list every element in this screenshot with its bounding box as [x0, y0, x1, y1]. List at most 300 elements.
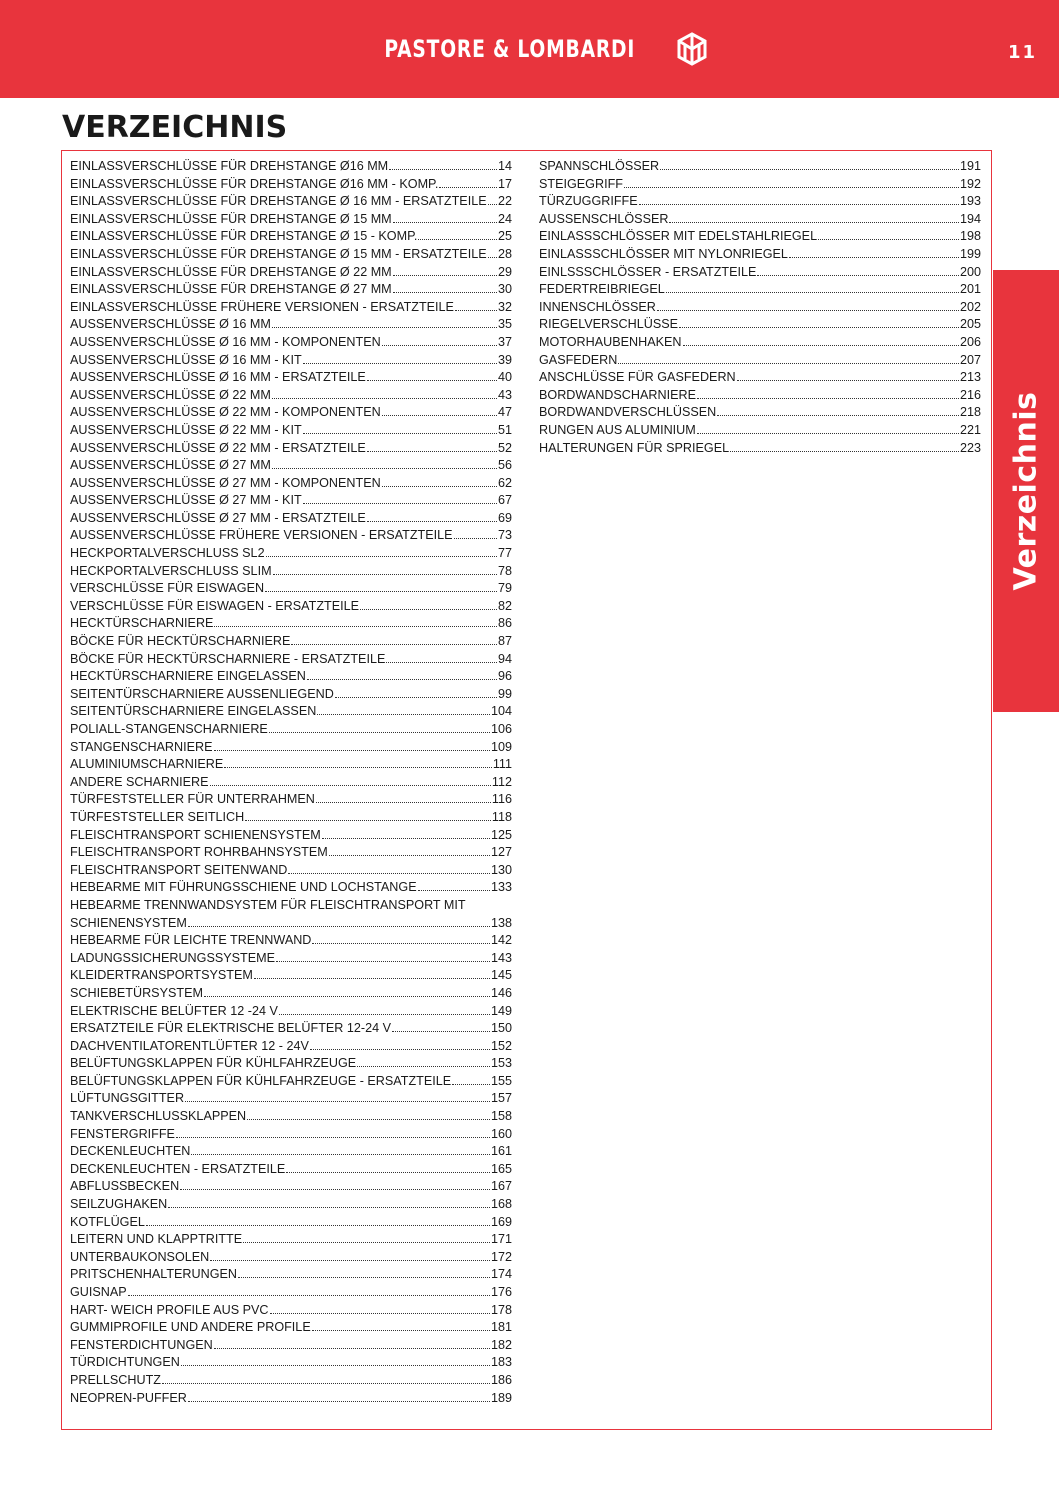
- toc-entry-page: 150: [490, 1021, 512, 1036]
- toc-entry-page: 152: [490, 1038, 512, 1053]
- toc-entry[interactable]: [70, 598, 512, 616]
- dot-leader: [288, 863, 490, 874]
- toc-entry-page: 47: [497, 405, 512, 420]
- toc-entry-label: FLEISCHTRANSPORT SCHIENENSYSTEM: [70, 827, 321, 842]
- toc-entry-page: 149: [490, 1003, 512, 1018]
- toc-entry-page: 171: [490, 1232, 512, 1247]
- toc-entry-label: AUSSENSCHLÖSSER: [539, 211, 669, 226]
- toc-entry[interactable]: [70, 158, 512, 176]
- toc-entry-label: EINLASSSCHLÖSSER MIT NYLONRIEGEL: [539, 246, 788, 261]
- toc-entry-label: GUISNAP: [70, 1285, 127, 1299]
- toc-entry-page: 202: [959, 299, 981, 314]
- toc-entry[interactable]: [70, 316, 512, 334]
- toc-entry-page: 30: [497, 282, 512, 297]
- toc-entry[interactable]: [70, 334, 512, 352]
- toc-entry[interactable]: [70, 668, 512, 686]
- toc-entry[interactable]: [70, 1003, 512, 1021]
- toc-entry-label: SPANNSCHLÖSSER: [539, 159, 660, 173]
- toc-entry-label: AUSSENVERSCHLÜSSE Ø 27 MM - KIT: [70, 493, 302, 508]
- toc-entry[interactable]: [70, 1372, 512, 1390]
- toc-entry-label: ERSATZTEILE FÜR ELEKTRISCHE BELÜFTER 12-24 V: [70, 1021, 391, 1036]
- toc-entry[interactable]: [70, 1108, 512, 1126]
- toc-entry-page: 86: [497, 616, 512, 631]
- toc-entry-label: HEBEARME TRENNWANDSYSTEM FÜR FLEISCHTRANSPORT MIT: [70, 897, 466, 912]
- toc-entry[interactable]: [70, 193, 512, 211]
- toc-entry[interactable]: [70, 932, 512, 950]
- toc-entry[interactable]: [70, 510, 512, 528]
- toc-entry-label: GASFEDERN: [539, 352, 618, 367]
- toc-entry-page: 194: [959, 211, 981, 226]
- toc-entry-page: 189: [490, 1390, 512, 1405]
- toc-entry-label: TÜRFESTSTELLER SEITLICH: [70, 809, 245, 824]
- toc-entry-page: 213: [959, 370, 981, 385]
- toc-entry-page: 133: [490, 880, 512, 895]
- toc-entry[interactable]: [539, 387, 981, 405]
- toc-entry-page: 35: [497, 317, 512, 332]
- toc-entry-page: 22: [497, 194, 512, 209]
- toc-entry-page: 14: [497, 159, 512, 173]
- toc-entry[interactable]: [70, 176, 512, 194]
- dot-leader: [488, 194, 497, 205]
- toc-entry[interactable]: [70, 1319, 512, 1337]
- toc-entry[interactable]: [70, 1337, 512, 1355]
- toc-entry[interactable]: [539, 369, 981, 387]
- dot-leader: [669, 212, 959, 223]
- dot-leader: [270, 1303, 490, 1314]
- dot-leader: [439, 177, 497, 188]
- dot-leader: [254, 968, 490, 979]
- toc-entry[interactable]: [70, 440, 512, 458]
- toc-entry-page: 142: [490, 933, 512, 948]
- toc-entry-label: AUSSENVERSCHLÜSSE Ø 27 MM - ERSATZTEILE: [70, 510, 366, 525]
- toc-entry-label: PRITSCHENHALTERUNGEN: [70, 1267, 238, 1282]
- toc-entry-page: 77: [497, 546, 512, 561]
- toc-entry-page: 143: [490, 950, 512, 965]
- toc-entry-label: STEIGEGRIFF: [539, 176, 623, 191]
- toc-entry-label: AUSSENVERSCHLÜSSE Ø 22 MM - ERSATZTEILE: [70, 440, 366, 455]
- toc-entry-page: 106: [490, 722, 512, 736]
- toc-entry-label: NEOPREN-PUFFER: [70, 1390, 187, 1405]
- dot-leader: [382, 476, 497, 487]
- toc-entry-label: LADUNGSSICHERUNGSSYSTEME: [70, 950, 276, 965]
- toc-entry[interactable]: [70, 580, 512, 598]
- dot-leader: [146, 1215, 490, 1226]
- toc-entry-label: SEITENTÜRSCHARNIERE AUSSENLIEGEND: [70, 686, 334, 701]
- toc-entry-label: HECKPORTALVERSCHLUSS SLIM: [70, 563, 272, 578]
- toc-entry-page: 146: [490, 985, 512, 1000]
- dot-leader: [210, 1250, 490, 1261]
- toc-entry-page: 157: [490, 1091, 512, 1106]
- dot-leader: [168, 1197, 490, 1208]
- toc-entry-page: 161: [490, 1144, 512, 1159]
- dot-leader: [418, 880, 490, 891]
- toc-entry-label: AUSSENVERSCHLÜSSE Ø 16 MM: [70, 317, 271, 332]
- toc-entry-page: 43: [497, 387, 512, 402]
- toc-entry-label: AUSSENVERSCHLÜSSE Ø 16 MM - KIT: [70, 352, 302, 367]
- toc-entry[interactable]: [539, 440, 981, 458]
- dot-leader: [204, 986, 490, 997]
- toc-entry[interactable]: [70, 827, 512, 845]
- toc-entry-label: TÜRZUGGRIFFE: [539, 194, 638, 209]
- toc-entry-page: 79: [497, 581, 512, 596]
- dot-leader: [279, 1004, 490, 1015]
- toc-entry-page: 198: [959, 229, 981, 244]
- toc-entry[interactable]: [70, 1143, 512, 1161]
- toc-entry-label: EINLASSVERSCHLÜSSE FÜR DREHSTANGE Ø 16 MM - ERSATZTEILE: [70, 194, 487, 209]
- dot-leader: [322, 828, 490, 839]
- side-tab: [993, 270, 1059, 712]
- dot-leader: [266, 546, 497, 557]
- toc-entry-label: HECKTÜRSCHARNIERE: [70, 616, 214, 631]
- toc-entry-label: DECKENLEUCHTEN - ERSATZTEILE: [70, 1161, 286, 1176]
- dot-leader: [128, 1285, 490, 1296]
- toc-entry[interactable]: [70, 1354, 512, 1372]
- toc-entry-page: 37: [497, 334, 512, 349]
- toc-entry[interactable]: [70, 950, 512, 968]
- toc-entry-page: 168: [490, 1197, 512, 1212]
- toc-column-right: [539, 158, 981, 457]
- toc-entry-label: TANKVERSCHLUSSKLAPPEN: [70, 1109, 247, 1124]
- toc-entry-label: BÖCKE FÜR HECKTÜRSCHARNIERE - ERSATZTEILE: [70, 651, 386, 666]
- toc-entry-label: KLEIDERTRANSPORTSYSTEM: [70, 968, 253, 983]
- toc-entry-label: AUSSENVERSCHLÜSSE Ø 22 MM - KOMPONENTEN: [70, 405, 381, 420]
- toc-entry-label: VERSCHLÜSSE FÜR EISWAGEN - ERSATZTEILE: [70, 598, 360, 613]
- toc-entry[interactable]: [539, 176, 981, 194]
- toc-entry-label: FENSTERDICHTUNGEN: [70, 1337, 213, 1352]
- toc-entry[interactable]: [70, 299, 512, 317]
- toc-entry-page: 116: [491, 792, 512, 807]
- toc-entry-label: AUSSENVERSCHLÜSSE Ø 16 MM - KOMPONENTEN: [70, 334, 381, 349]
- toc-entry-page: 40: [497, 370, 512, 385]
- dot-leader: [382, 405, 497, 416]
- toc-entry-page: 78: [497, 563, 512, 578]
- toc-entry[interactable]: [70, 897, 512, 932]
- toc-entry[interactable]: [70, 651, 512, 669]
- toc-entry-label: ALUMINIUMSCHARNIERE: [70, 757, 224, 772]
- brand: [0, 0, 1059, 98]
- toc-entry-page: 160: [490, 1126, 512, 1141]
- toc-entry-label: BELÜFTUNGSKLAPPEN FÜR KÜHLFAHRZEUGE - ERSATZTEILE: [70, 1073, 452, 1088]
- toc-entry[interactable]: [70, 686, 512, 704]
- toc-entry-label: BELÜFTUNGSKLAPPEN FÜR KÜHLFAHRZEUGE: [70, 1056, 357, 1071]
- dot-leader: [382, 335, 497, 346]
- toc-entry[interactable]: [70, 1390, 512, 1408]
- toc-entry[interactable]: [539, 299, 981, 317]
- toc-entry[interactable]: [70, 1302, 512, 1320]
- toc-entry[interactable]: [70, 967, 512, 985]
- dot-leader: [618, 353, 959, 364]
- dot-leader: [185, 1091, 490, 1102]
- toc-entry-label: PRELLSCHUTZ: [70, 1372, 161, 1387]
- toc-entry[interactable]: [70, 527, 512, 545]
- toc-entry-label: EINLASSVERSCHLÜSSE FÜR DREHSTANGE Ø 15 - KOMP.: [70, 229, 418, 244]
- toc-entry[interactable]: [70, 228, 512, 246]
- toc-entry[interactable]: [539, 334, 981, 352]
- toc-entry-label: STANGENSCHARNIERE: [70, 739, 213, 754]
- dot-leader: [273, 564, 497, 575]
- toc-entry-page: 25: [497, 229, 512, 244]
- dot-leader: [243, 1232, 490, 1243]
- toc-entry-page: 73: [497, 528, 512, 543]
- dot-leader: [454, 528, 497, 539]
- toc-entry-label: ANSCHLÜSSE FÜR GASFEDERN: [539, 370, 736, 385]
- toc-entry-page: 221: [959, 422, 981, 437]
- toc-entry[interactable]: [70, 1266, 512, 1284]
- toc-entry-page: 69: [497, 510, 512, 525]
- dot-leader: [329, 845, 490, 856]
- dot-leader: [393, 265, 497, 276]
- toc-entry-label: TÜRDICHTUNGEN: [70, 1355, 180, 1370]
- toc-entry[interactable]: [70, 264, 512, 282]
- toc-entry-page: 99: [497, 686, 512, 701]
- dot-leader: [697, 423, 959, 434]
- dot-leader: [392, 1021, 490, 1032]
- toc-entry-label: FENSTERGRIFFE: [70, 1126, 175, 1141]
- toc-entry[interactable]: [539, 316, 981, 334]
- toc-entry[interactable]: [539, 352, 981, 370]
- toc-entry[interactable]: [539, 228, 981, 246]
- toc-entry-page: 82: [497, 598, 512, 613]
- toc-entry[interactable]: [70, 774, 512, 792]
- toc-entry[interactable]: [70, 985, 512, 1003]
- toc-entry[interactable]: [70, 1178, 512, 1196]
- toc-entry-page: 104: [490, 704, 512, 719]
- toc-entry[interactable]: [70, 844, 512, 862]
- toc-entry[interactable]: [539, 404, 981, 422]
- toc-entry-label: FEDERTREIBRIEGEL: [539, 282, 665, 297]
- toc-entry-label: HEBEARME FÜR LEICHTE TRENNWAND: [70, 933, 312, 948]
- toc-entry-page: 183: [490, 1355, 512, 1370]
- dot-leader: [272, 458, 497, 469]
- toc-entry-label: MOTORHAUBENHAKEN: [539, 334, 682, 349]
- toc-entry-label: INNENSCHLÖSSER: [539, 299, 656, 314]
- dot-leader: [307, 669, 497, 680]
- dot-leader: [286, 1162, 490, 1173]
- toc-entry[interactable]: [70, 281, 512, 299]
- toc-entry-label: AUSSENVERSCHLÜSSE Ø 27 MM: [70, 458, 271, 473]
- dot-leader: [245, 810, 491, 821]
- dot-leader: [418, 229, 497, 240]
- toc-entry-page: 167: [490, 1179, 512, 1194]
- toc-entry-page: 191: [959, 159, 981, 173]
- dot-leader: [360, 599, 497, 610]
- toc-entry-page: 182: [490, 1337, 512, 1352]
- dot-leader: [357, 1056, 490, 1067]
- dot-leader: [367, 370, 497, 381]
- toc-entry-label: GUMMIPROFILE UND ANDERE PROFILE: [70, 1320, 311, 1335]
- toc-entry[interactable]: [539, 211, 981, 229]
- toc-entry-label: SCHIENENSYSTEM: [70, 915, 187, 930]
- dot-leader: [393, 212, 497, 223]
- toc-entry-label: HECKTÜRSCHARNIERE EINGELASSEN: [70, 669, 306, 684]
- toc-entry[interactable]: [70, 879, 512, 897]
- toc-entry[interactable]: [70, 457, 512, 475]
- toc-entry-page: 29: [497, 264, 512, 279]
- toc-entry-page: 127: [490, 845, 512, 860]
- toc-entry-page: 201: [959, 282, 981, 297]
- toc-entry-label: AUSSENVERSCHLÜSSE Ø 22 MM - KIT: [70, 422, 302, 437]
- toc-entry-page: 24: [497, 211, 512, 226]
- toc-entry[interactable]: [70, 563, 512, 581]
- dot-leader: [272, 388, 497, 399]
- dot-leader: [639, 194, 959, 205]
- toc-entry[interactable]: [539, 246, 981, 264]
- toc-entry[interactable]: [539, 264, 981, 282]
- toc-entry[interactable]: [70, 211, 512, 229]
- toc-entry-label: POLIALL-STANGENSCHARNIERE: [70, 722, 268, 736]
- toc-entry-label: ELEKTRISCHE BELÜFTER 12 -24 V: [70, 1003, 278, 1018]
- toc-entry[interactable]: [70, 1161, 512, 1179]
- toc-entry[interactable]: [70, 862, 512, 880]
- dot-leader: [697, 388, 959, 399]
- dot-leader: [303, 423, 497, 434]
- toc-entry-label: EINLASSVERSCHLÜSSE FÜR DREHSTANGE Ø16 MM: [70, 159, 389, 173]
- toc-entry[interactable]: [70, 1073, 512, 1091]
- toc-entry-page: 145: [490, 968, 512, 983]
- dot-leader: [214, 616, 497, 627]
- toc-entry-page: 178: [490, 1302, 512, 1317]
- toc-entry[interactable]: [70, 791, 512, 809]
- toc-entry-label: HECKPORTALVERSCHLUSS SL2: [70, 546, 265, 561]
- toc-entry-page: 32: [497, 299, 512, 314]
- dot-leader: [455, 300, 497, 311]
- toc-entry[interactable]: [70, 1038, 512, 1056]
- dot-leader: [657, 300, 959, 311]
- dot-leader: [291, 634, 497, 645]
- toc-entry[interactable]: [70, 633, 512, 651]
- toc-entry-label: DACHVENTILATORENTLÜFTER 12 - 24V: [70, 1038, 309, 1053]
- dot-leader: [247, 1109, 490, 1120]
- toc-entry[interactable]: [70, 422, 512, 440]
- toc-entry-label: BORDWANDVERSCHLÜSSEN: [539, 405, 717, 420]
- dot-leader: [683, 335, 959, 346]
- toc-entry-page: 138: [490, 915, 512, 930]
- toc-entry[interactable]: [70, 404, 512, 422]
- dot-leader: [312, 933, 490, 944]
- toc-entry[interactable]: [70, 545, 512, 563]
- toc-entry[interactable]: [70, 369, 512, 387]
- toc-entry[interactable]: [70, 756, 512, 774]
- toc-entry[interactable]: [539, 422, 981, 440]
- toc-entry-label: AUSSENVERSCHLÜSSE Ø 27 MM - KOMPONENTEN: [70, 475, 381, 490]
- toc-entry-label: SCHIEBETÜRSYSTEM: [70, 985, 203, 1000]
- toc-entry-label: EINLASSVERSCHLÜSSE FÜR DREHSTANGE Ø16 MM - KOMP.: [70, 176, 439, 191]
- toc-entry[interactable]: [539, 158, 981, 176]
- toc-entry-label: EINLASSVERSCHLÜSSE FÜR DREHSTANGE Ø 15 MM: [70, 211, 392, 226]
- toc-entry-page: 130: [490, 862, 512, 877]
- toc-entry-label: RUNGEN AUS ALUMINIUM: [539, 422, 696, 437]
- dot-leader: [176, 1127, 490, 1138]
- toc-entry[interactable]: [70, 1214, 512, 1232]
- dot-leader: [188, 916, 490, 927]
- toc-entry-page: 109: [490, 739, 512, 754]
- toc-entry-label: KOTFLÜGEL: [70, 1214, 145, 1229]
- dot-leader: [367, 511, 497, 522]
- toc-entry-page: 223: [959, 440, 981, 455]
- toc-entry-page: 158: [490, 1109, 512, 1124]
- toc-entry-label: RIEGELVERSCHLÜSSE: [539, 317, 679, 332]
- toc-entry-page: 28: [497, 246, 512, 261]
- toc-entry-label: LEITERN UND KLAPPTRITTE: [70, 1232, 243, 1247]
- dot-leader: [757, 265, 959, 276]
- toc-entry[interactable]: [539, 193, 981, 211]
- toc-entry[interactable]: [70, 352, 512, 370]
- toc-entry[interactable]: [70, 1055, 512, 1073]
- toc-entry[interactable]: [70, 1196, 512, 1214]
- toc-entry-label: DECKENLEUCHTEN: [70, 1144, 191, 1159]
- toc-entry-continuation: [70, 915, 512, 933]
- toc-entry[interactable]: [70, 809, 512, 827]
- toc-entry-label: EINLSSSCHLÖSSER - ERSATZTEILE: [539, 264, 757, 279]
- dot-leader: [818, 229, 959, 240]
- toc-entry-page: 192: [959, 176, 981, 191]
- toc-entry-page: 176: [490, 1285, 512, 1299]
- toc-entry-page: 112: [491, 774, 512, 789]
- dot-leader: [210, 775, 491, 786]
- toc-entry[interactable]: [70, 387, 512, 405]
- toc-entry-page: 39: [497, 352, 512, 367]
- toc-entry-page: 94: [497, 651, 512, 666]
- toc-entry-page: 186: [490, 1372, 512, 1387]
- toc-entry[interactable]: [70, 615, 512, 633]
- dot-leader: [224, 757, 492, 768]
- toc-entry-label: SEITENTÜRSCHARNIERE EINGELASSEN: [70, 704, 317, 719]
- toc-column-left: [70, 158, 512, 1407]
- dot-leader: [316, 792, 491, 803]
- toc-entry[interactable]: [70, 475, 512, 493]
- toc-entry-label: UNTERBAUKONSOLEN: [70, 1249, 210, 1264]
- toc-entry[interactable]: [70, 1249, 512, 1267]
- toc-entry-label: EINLASSVERSCHLÜSSE FRÜHERE VERSIONEN - ERSATZTEILE: [70, 299, 454, 314]
- toc-entry[interactable]: [70, 703, 512, 721]
- dot-leader: [488, 247, 497, 258]
- dot-leader: [730, 441, 959, 452]
- toc-entry[interactable]: [70, 1090, 512, 1108]
- dot-leader: [238, 1267, 490, 1278]
- toc-entry-page: 165: [490, 1161, 512, 1176]
- toc-entry[interactable]: [70, 492, 512, 510]
- dot-leader: [789, 247, 959, 258]
- dot-leader: [317, 704, 490, 715]
- toc-entry-page: 56: [497, 458, 512, 473]
- brand-name: PASTORE & LOMBARDI: [384, 35, 635, 63]
- toc-entry-label: EINLASSSCHLÖSSER MIT EDELSTAHLRIEGEL: [539, 229, 818, 244]
- dot-leader: [269, 722, 490, 733]
- page-number: 11: [1007, 42, 1037, 63]
- toc-entry[interactable]: [70, 1126, 512, 1144]
- toc-entry-page: 62: [497, 475, 512, 490]
- toc-entry-page: 169: [490, 1214, 512, 1229]
- toc-entry[interactable]: [70, 1231, 512, 1249]
- brand-logo-icon: [674, 31, 710, 67]
- toc-entry-label: HEBEARME MIT FÜHRUNGSSCHIENE UND LOCHSTANGE: [70, 880, 417, 895]
- toc-entry[interactable]: [70, 739, 512, 757]
- toc-entry-label: HALTERUNGEN FÜR SPRIEGEL: [539, 440, 730, 455]
- page-title: VERZEICHNIS: [62, 110, 288, 145]
- dot-leader: [367, 441, 497, 452]
- toc-entry[interactable]: [539, 281, 981, 299]
- toc-entry-label: FLEISCHTRANSPORT SEITENWAND: [70, 862, 288, 877]
- toc-entry[interactable]: [70, 721, 512, 739]
- toc-entry[interactable]: [70, 1284, 512, 1302]
- dot-leader: [389, 159, 497, 170]
- toc-entry[interactable]: [70, 1020, 512, 1038]
- toc-entry[interactable]: [70, 246, 512, 264]
- toc-entry-label: AUSSENVERSCHLÜSSE Ø 16 MM - ERSATZTEILE: [70, 370, 366, 385]
- dot-leader: [737, 370, 959, 381]
- toc-entry-page: 193: [959, 194, 981, 209]
- dot-leader: [717, 405, 959, 416]
